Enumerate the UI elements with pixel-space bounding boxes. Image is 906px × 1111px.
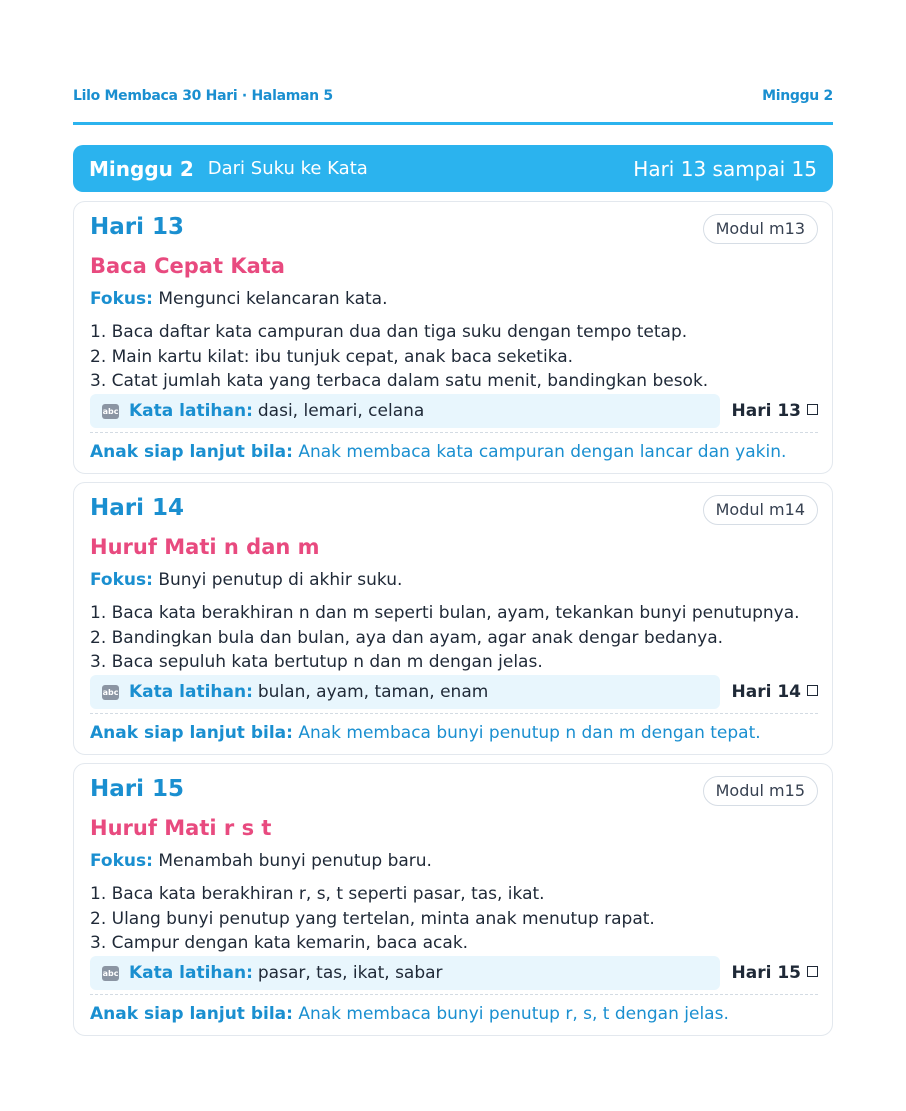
practice-words-box xyxy=(90,956,720,990)
day-card-13 xyxy=(73,201,833,474)
practice-words: bulan, ayam, taman, enam xyxy=(257,682,489,702)
focus-line xyxy=(90,570,402,590)
step-item: 3. Catat jumlah kata yang terbaca dalam satu menit, bandingkan besok. xyxy=(90,371,709,391)
module-badge: Modul m14 xyxy=(703,495,818,525)
banner-week: Minggu 2 xyxy=(89,156,194,181)
ready-line xyxy=(90,723,761,743)
module-badge: Modul m15 xyxy=(703,776,818,806)
ready-text: Anak membaca bunyi penutup n dan m dengan tepat. xyxy=(298,723,761,743)
step-list xyxy=(90,882,655,956)
day-checkbox[interactable] xyxy=(732,675,819,709)
lesson-title: Baca Cepat Kata xyxy=(90,254,285,278)
checkbox-icon[interactable] xyxy=(807,685,818,696)
step-item: 2. Ulang bunyi penutup yang tertelan, minta anak menutup rapat. xyxy=(90,908,655,929)
day-checkbox[interactable] xyxy=(732,956,819,990)
abc-icon: abc xyxy=(102,404,119,419)
step-list xyxy=(90,320,708,394)
divider xyxy=(90,432,818,433)
step-item: 1. Baca kata berakhiran n dan m seperti bulan, ayam, tekankan bunyi penutupnya. xyxy=(90,603,800,623)
step-item: 1. Baca kata berakhiran r, s, t seperti pasar, tas, ikat. xyxy=(90,884,545,904)
ready-text: Anak membaca kata campuran dengan lancar dan yakin. xyxy=(298,442,787,462)
step-item: 3. Campur dengan kata kemarin, baca acak. xyxy=(90,933,469,953)
focus-label: Fokus: xyxy=(90,851,153,871)
checkbox-icon[interactable] xyxy=(807,966,818,977)
practice-label: Kata latihan: xyxy=(129,401,253,421)
day-heading: Hari 15 xyxy=(90,776,185,802)
banner-day-range: Hari 13 sampai 15 xyxy=(633,156,817,181)
practice-words-box xyxy=(90,675,720,709)
ready-text: Anak membaca bunyi penutup r, s, t dengan jelas. xyxy=(298,1004,729,1024)
abc-icon: abc xyxy=(102,685,119,700)
check-label: Hari 15 xyxy=(731,963,801,983)
lesson-title: Huruf Mati n dan m xyxy=(90,535,320,559)
focus-line xyxy=(90,851,432,871)
banner-subtitle: Dari Suku ke Kata xyxy=(207,158,368,179)
check-label: Hari 13 xyxy=(731,401,801,421)
practice-words: pasar, tas, ikat, sabar xyxy=(257,963,443,983)
step-item: 3. Baca sepuluh kata bertutup n dan m dengan jelas. xyxy=(90,652,543,672)
focus-line xyxy=(90,289,387,309)
page-header-week: Minggu 2 xyxy=(762,88,833,104)
step-item: 2. Bandingkan bula dan bulan, aya dan ayam, agar anak dengar bedanya. xyxy=(90,627,724,648)
ready-line xyxy=(90,442,786,462)
day-heading: Hari 14 xyxy=(90,495,185,521)
ready-label: Anak siap lanjut bila: xyxy=(90,723,293,743)
abc-icon: abc xyxy=(102,966,119,981)
step-list xyxy=(90,601,800,675)
day-card-14 xyxy=(73,482,833,755)
focus-label: Fokus: xyxy=(90,289,153,309)
day-card-15 xyxy=(73,763,833,1036)
focus-label: Fokus: xyxy=(90,570,153,590)
lesson-title: Huruf Mati r s t xyxy=(90,816,272,840)
day-heading: Hari 13 xyxy=(90,214,185,240)
module-badge: Modul m13 xyxy=(703,214,818,244)
step-item: 1. Baca daftar kata campuran dua dan tiga suku dengan tempo tetap. xyxy=(90,322,688,342)
divider xyxy=(90,994,818,995)
practice-label: Kata latihan: xyxy=(129,963,253,983)
practice-words-box xyxy=(90,394,720,428)
week-banner xyxy=(73,145,833,192)
divider xyxy=(90,713,818,714)
practice-words: dasi, lemari, celana xyxy=(257,401,425,421)
focus-text: Bunyi penutup di akhir suku. xyxy=(158,570,403,590)
step-item: 2. Main kartu kilat: ibu tunjuk cepat, anak baca seketika. xyxy=(90,346,574,367)
day-checkbox[interactable] xyxy=(732,394,819,428)
page-header-title: Lilo Membaca 30 Hari · Halaman 5 xyxy=(73,88,333,104)
focus-text: Mengunci kelancaran kata. xyxy=(158,289,388,309)
ready-label: Anak siap lanjut bila: xyxy=(90,442,293,462)
ready-label: Anak siap lanjut bila: xyxy=(90,1004,293,1024)
ready-line xyxy=(90,1004,729,1024)
check-label: Hari 14 xyxy=(731,682,801,702)
focus-text: Menambah bunyi penutup baru. xyxy=(158,851,432,871)
checkbox-icon[interactable] xyxy=(807,404,818,415)
practice-label: Kata latihan: xyxy=(129,682,253,702)
page-header xyxy=(73,88,833,125)
